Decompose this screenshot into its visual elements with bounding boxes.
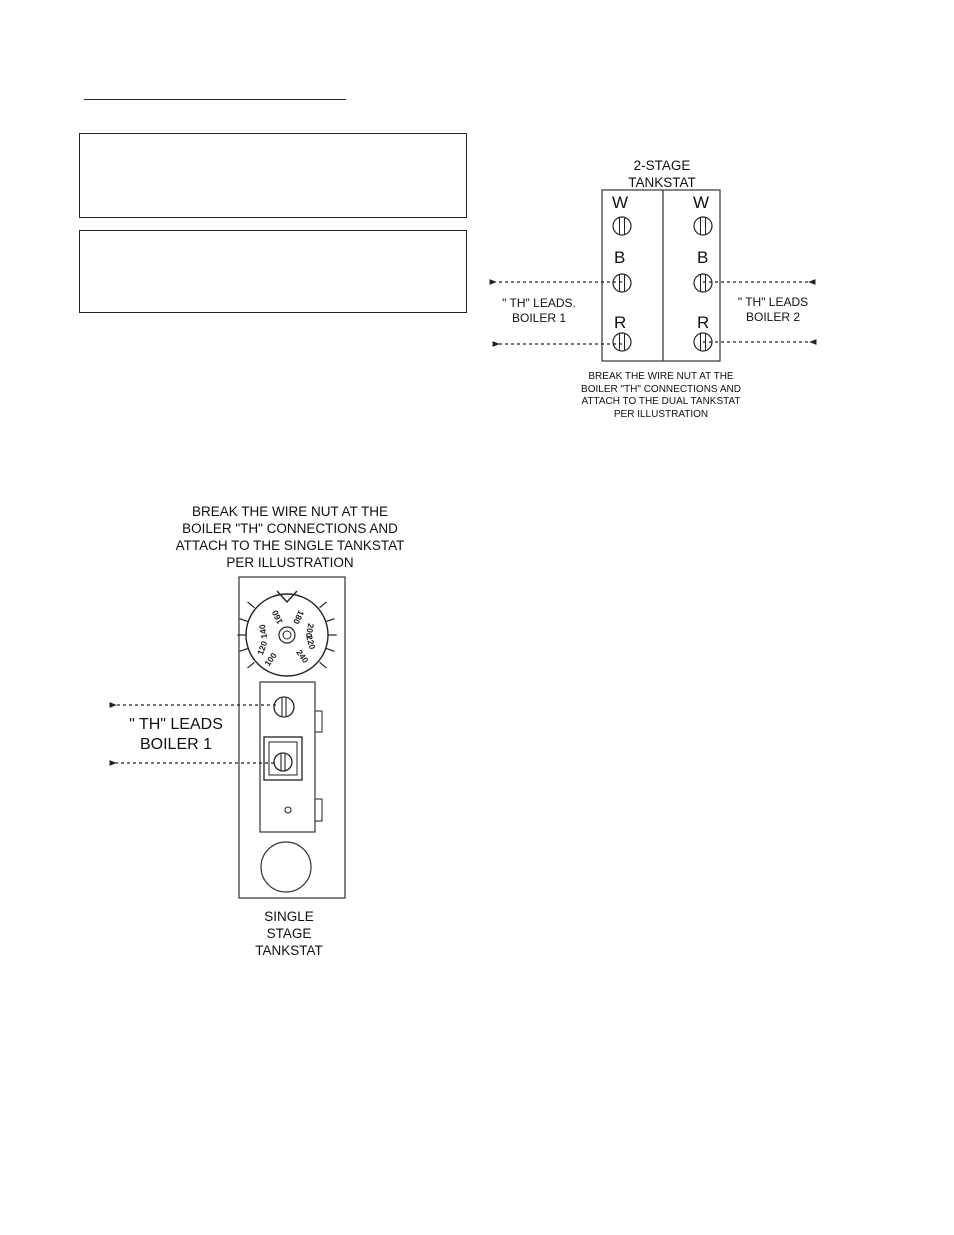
single-leads-line2: BOILER 1	[139, 736, 213, 753]
dial-label-200: 200	[303, 622, 317, 639]
dial-label-120: 120	[255, 639, 270, 657]
dial-label-160: 160	[269, 608, 285, 626]
two-stage-title	[612, 157, 712, 191]
dial-label-140: 140	[256, 623, 270, 640]
left-r-screw	[613, 333, 631, 351]
two-stage-tankstat	[496, 190, 810, 361]
dial-knob-inner	[283, 631, 291, 639]
dial-label-240: 240	[294, 647, 311, 665]
small-rivet	[285, 807, 291, 813]
single-stage-title-line2: STAGE	[266, 926, 312, 941]
right-w-label: W	[693, 193, 710, 212]
boiler2-leads-line2: BOILER 2	[745, 310, 801, 324]
left-w-label: W	[612, 193, 629, 212]
right-b-screw	[694, 274, 712, 292]
single-stage-caption-line4: PER ILLUSTRATION	[226, 555, 354, 570]
single-stage-title-line3: TANKSTAT	[255, 943, 323, 958]
single-stage-title-line1: SINGLE	[264, 909, 314, 924]
two-stage-caption	[561, 371, 761, 421]
right-w-screw	[694, 217, 712, 235]
two-stage-caption-line4: PER ILLUSTRATION	[613, 408, 709, 420]
two-stage-title-line1: 2-STAGE	[633, 158, 691, 173]
lower-terminal-screw	[274, 753, 292, 771]
right-r-label: R	[697, 313, 710, 332]
right-b-label: B	[697, 248, 709, 267]
two-stage-title-line2: TANKSTAT	[628, 175, 696, 190]
left-r-label: R	[614, 313, 627, 332]
single-leads-label	[106, 715, 246, 755]
dial-label-220: 220	[304, 634, 318, 651]
two-stage-caption-line2: BOILER "TH" CONNECTIONS AND	[581, 383, 741, 395]
two-stage-caption-line3: ATTACH TO THE DUAL TANKSTAT	[581, 396, 741, 407]
upper-terminal-screw	[274, 697, 294, 717]
boiler1-leads-line2: BOILER 1	[511, 311, 567, 325]
single-stage-caption-line1: BREAK THE WIRE NUT AT THE	[191, 504, 389, 519]
single-stage-title	[239, 908, 339, 959]
knockout-circle	[261, 842, 311, 892]
single-leads-line1: " TH" LEADS	[129, 716, 223, 733]
side-tab-upper	[315, 711, 322, 732]
boiler1-leads-line1: " TH" LEADS.	[502, 296, 576, 310]
two-stage-caption-line1: BREAK THE WIRE NUT AT THE	[588, 371, 734, 382]
left-b-label: B	[614, 248, 626, 267]
left-w-screw	[613, 217, 631, 235]
dial-label-100: 100	[262, 650, 279, 668]
single-stage-caption-line2: BOILER "TH" CONNECTIONS AND	[182, 521, 398, 536]
boiler1-leads-label	[484, 296, 594, 326]
single-stage-caption	[160, 503, 420, 571]
boiler2-leads-label	[718, 295, 828, 325]
dial-label-180: 180	[291, 608, 307, 626]
boiler2-leads-line1: " TH" LEADS	[737, 295, 809, 309]
left-b-screw	[613, 274, 631, 292]
side-tab-lower	[315, 799, 322, 821]
single-stage-caption-line3: ATTACH TO THE SINGLE TANKSTAT	[175, 538, 405, 553]
